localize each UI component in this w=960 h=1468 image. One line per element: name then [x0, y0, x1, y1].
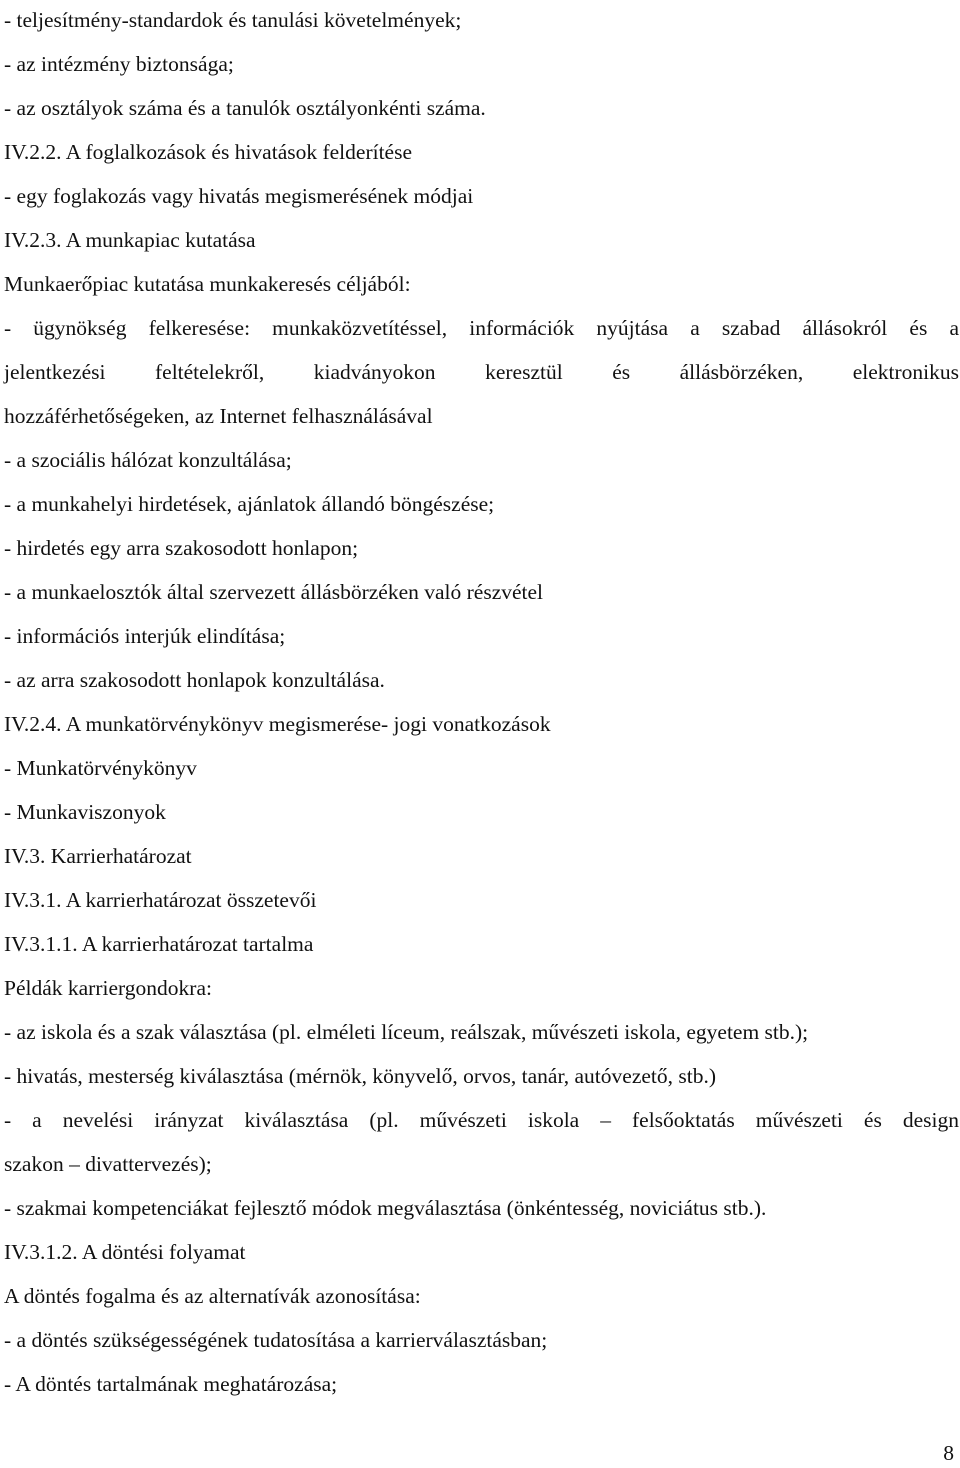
- section-heading: IV.3.1.2. A döntési folyamat: [4, 1240, 246, 1264]
- bullet-line: - ügynökség felkeresése: munkaközvetítéssel, információk nyújtása a szabad állásokról és a: [4, 316, 959, 340]
- paragraph-line: szakon – divattervezés);: [4, 1152, 212, 1176]
- page-number: 8: [943, 1441, 954, 1465]
- section-heading: IV.3.1. A karrierhatározat összetevői: [4, 888, 317, 912]
- bullet-line: - teljesítmény-standardok és tanulási követelmények;: [4, 8, 462, 32]
- section-heading: IV.2.2. A foglalkozások és hivatások felderítése: [4, 140, 413, 164]
- bullet-line: - hivatás, mesterség kiválasztása (mérnök, könyvelő, orvos, tanár, autóvezető, stb.): [4, 1064, 716, 1088]
- bullet-line: - a nevelési irányzat kiválasztása (pl. művészeti iskola – felsőoktatás művészeti és design: [4, 1108, 959, 1132]
- bullet-line: - egy foglakozás vagy hivatás megismerésének módjai: [4, 184, 474, 208]
- bullet-line: - Munkatörvénykönyv: [4, 756, 197, 780]
- section-heading: IV.3. Karrierhatározat: [4, 844, 192, 868]
- section-heading: IV.2.3. A munkapiac kutatása: [4, 228, 256, 252]
- bullet-line: - A döntés tartalmának meghatározása;: [4, 1372, 338, 1396]
- bullet-line: - hirdetés egy arra szakosodott honlapon;: [4, 536, 359, 560]
- bullet-line: - az arra szakosodott honlapok konzultálása.: [4, 668, 385, 692]
- bullet-line: - az osztályok száma és a tanulók osztályonkénti száma.: [4, 96, 486, 120]
- bullet-line: - a szociális hálózat konzultálása;: [4, 448, 292, 472]
- section-heading: IV.3.1.1. A karrierhatározat tartalma: [4, 932, 314, 956]
- paragraph-line: hozzáférhetőségeken, az Internet felhasználásával: [4, 404, 433, 428]
- bullet-line: - a munkahelyi hirdetések, ajánlatok állandó böngészése;: [4, 492, 495, 516]
- paragraph-line: A döntés fogalma és az alternatívák azonosítása:: [4, 1284, 421, 1308]
- section-heading: IV.2.4. A munkatörvénykönyv megismerése- jogi vonatkozások: [4, 712, 551, 736]
- bullet-line: - az iskola és a szak választása (pl. elméleti líceum, reálszak, művészeti iskola, egyetem stb.);: [4, 1020, 809, 1044]
- document-page: [4, 0, 959, 1467]
- paragraph-line: Munkaerőpiac kutatása munkakeresés céljából:: [4, 272, 411, 296]
- bullet-line: - a munkaelosztók által szervezett állásbörzéken való részvétel: [4, 580, 544, 604]
- bullet-line: - szakmai kompetenciákat fejlesztő módok megválasztása (önkéntesség, noviciátus stb.).: [4, 1196, 767, 1220]
- paragraph-line: Példák karriergondokra:: [4, 976, 212, 1000]
- paragraph-line: jelentkezési feltételekről, kiadványokon keresztül és állásbörzéken, elektronikus: [4, 360, 959, 384]
- bullet-line: - információs interjúk elindítása;: [4, 624, 286, 648]
- bullet-line: - a döntés szükségességének tudatosítása a karrierválasztásban;: [4, 1328, 548, 1352]
- bullet-line: - Munkaviszonyok: [4, 800, 166, 824]
- bullet-line: - az intézmény biztonsága;: [4, 52, 234, 76]
